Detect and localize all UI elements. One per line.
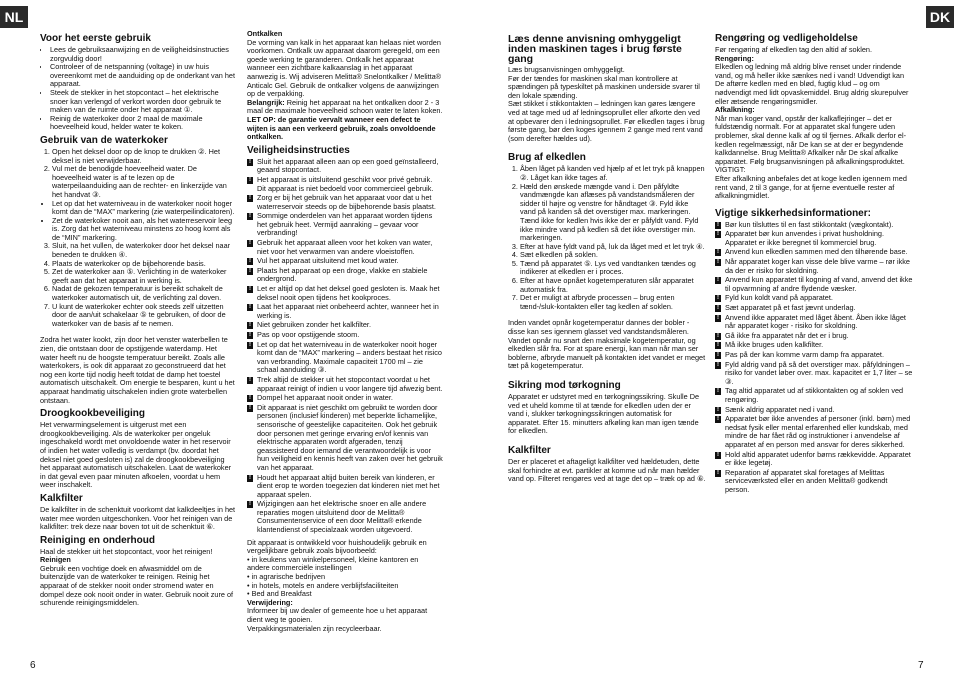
usage-places-list bbox=[247, 556, 443, 599]
warning-item bbox=[247, 212, 443, 238]
list-item: 4. Sæt elkedlen på soklen. bbox=[520, 251, 706, 260]
warning-icon: ! bbox=[249, 341, 251, 348]
warning-icon: ! bbox=[717, 361, 719, 368]
warning-icon: ! bbox=[249, 404, 251, 411]
warning-icon: ! bbox=[249, 258, 251, 265]
section-heading: Læs denne anvisning omhyggeligt inden maskinen tages i brug første gang bbox=[508, 33, 682, 65]
warning-text: Houdt het apparaat altijd buiten bereik van kinderen, er dient erop te worden toegezien dat kinderen niet met het apparaat spelen. bbox=[257, 472, 440, 499]
warning-icon: ! bbox=[717, 451, 719, 458]
warning-text: Dompel het apparaat nooit onder in water. bbox=[257, 393, 393, 403]
warning-icon: ! bbox=[249, 240, 251, 247]
warning-icon: ! bbox=[249, 267, 251, 274]
warning-item bbox=[715, 341, 913, 350]
warning-item bbox=[247, 394, 443, 403]
list-item: • Controleer of de netspanning (voltage) in uw huis overeenkomt met de aanduiding op de onderkant van het apparaat. bbox=[50, 63, 236, 89]
warning-text: Anvend kun elkedlen sammen med den tilhørende base. bbox=[725, 247, 908, 257]
list-item: • Steek de stekker in het stopcontact – het elektrische snoer kan verlengd of verkort worden door gebruik te maken van de ruimte onder het apparaat ①. bbox=[50, 89, 236, 115]
warning-icon: ! bbox=[249, 501, 251, 508]
warning-item bbox=[247, 303, 443, 320]
section-heading: Vigtige sikkerhedsinformationer: bbox=[715, 207, 871, 219]
warning-item bbox=[247, 341, 443, 375]
warning-item bbox=[247, 285, 443, 302]
sub-heading: Verwijdering: bbox=[247, 597, 293, 607]
usage-list bbox=[508, 165, 706, 311]
page-number-left: 6 bbox=[30, 660, 36, 671]
warning-item bbox=[715, 361, 913, 387]
warning-icon: ! bbox=[717, 231, 719, 238]
list-item: • Bed and Breakfast bbox=[247, 589, 312, 599]
warning-icon: ! bbox=[249, 376, 251, 383]
warning-item bbox=[715, 406, 913, 415]
warning-item bbox=[247, 239, 443, 256]
warning-text: Vul het apparaat uitsluitend met koud water. bbox=[257, 256, 399, 266]
list-item: 6. Nadat de gekozen temperatuur is bereikt schakelt de waterkoker automatisch uit, de verlichting zal doven. bbox=[52, 285, 236, 302]
warning-text: Bør kun tilsluttes til en fast stikkontakt (vægkontakt). bbox=[725, 219, 894, 229]
sub-heading: Afkalkning: bbox=[715, 105, 755, 115]
list-item: 6. Efter at have opnået kogetemperaturen slår apparatet automatisk fra. bbox=[520, 277, 706, 294]
warning-text: Apparatet bør ikke anvendes af personer (inkl. børn) med nedsat fysik eller mental erfarenhed eller kundskab, med mindre de har fået råd og instruktioner i anvendelse af apparatet af en person med ansvar for deres sikkerhed. bbox=[725, 414, 911, 449]
warning-text: Let op dat het waterniveau in de waterkoker nooit hoger komt dan de “MAX” markering – anders bestaat het risico van verbranding. Maximale capaciteit 1700 ml – zie schaal aanduiding ③. bbox=[257, 339, 442, 375]
warning-item bbox=[715, 469, 913, 495]
safety-list bbox=[715, 221, 913, 495]
warning-icon: ! bbox=[249, 195, 251, 202]
paragraph: Sæt stikket i stikkontakten – ledningen kan gøres længere ved at tage med ud af ledningsoprullet eller afkorte den ved at opbevarer den i ledningsoprullet. Før elkedlen tages i brug første gang, bør den koges igennem 2 gange med rent vand (som derefter hældes ud). bbox=[508, 99, 705, 143]
warning-text: Apparatet bør kun anvendes i privat husholdning. Apparatet er ikke beregnet til kommerciel brug. bbox=[725, 229, 885, 247]
warning-icon: ! bbox=[717, 352, 719, 358]
warning-item bbox=[715, 221, 913, 230]
list-item: • in keukens van winkelpersoneel, kleine kantoren en andere commerciële instellingen bbox=[247, 554, 419, 573]
column-dk-1 bbox=[508, 30, 706, 630]
column-dk-2 bbox=[715, 30, 913, 650]
section-heading: Voor het eerste gebruik bbox=[40, 33, 151, 44]
language-tab-nl: NL bbox=[0, 6, 28, 28]
warning-text: Fyld kun koldt vand på apparatet. bbox=[725, 293, 833, 303]
paragraph: De kalkfilter in de schenktuit voorkomt dat kalkdeeltjes in het water mee worden uitgeschonken. Voor het reinigen van de kalkfilter: trek deze naar boven tot uit de schenktuit ⑥. bbox=[40, 504, 236, 532]
sub-heading: Reinigen bbox=[40, 555, 71, 565]
list-item: • Lees de gebruiksaanwijzing en de veiligheidsinstructies zorgvuldig door! bbox=[50, 46, 236, 63]
warning-item bbox=[715, 258, 913, 275]
warning-text: Anvend ikke apparatet med låget åbent. Åben ikke låget når apparatet koger - risiko for skoldning. bbox=[725, 312, 906, 331]
warning-icon: ! bbox=[717, 221, 719, 228]
warning-text: Reparation af apparatet skal foretages af Melittas serviceværksted eller en anden Melitta® godkendt person. bbox=[725, 467, 888, 494]
page-number-right: 7 bbox=[918, 660, 924, 671]
section-heading: Reiniging en onderhoud bbox=[40, 534, 155, 546]
warning-item bbox=[715, 415, 913, 449]
warning-text: Trek altijd de stekker uit het stopcontact voordat u het apparaat reinigt of indien u voor langere tijd afwezig bent. bbox=[257, 374, 443, 393]
list-item: 5. Zet de waterkoker aan ⑤. Verlichting in de waterkoker geeft aan dat het apparaat in werking is. bbox=[52, 268, 236, 285]
warning-item bbox=[247, 376, 443, 393]
warning-item bbox=[715, 332, 913, 341]
paragraph: Læs brugsanvisningen omhyggeligt. bbox=[508, 65, 625, 74]
warning-icon: ! bbox=[717, 277, 719, 284]
list-item: • in agrarische bedrijven bbox=[247, 572, 326, 582]
warning-item bbox=[247, 194, 443, 211]
warning-item bbox=[247, 404, 443, 473]
list-item: 3. Efter at have fyldt vand på, luk da låget med et let tryk ④. bbox=[520, 243, 706, 252]
warning-icon: ! bbox=[717, 295, 719, 302]
warning-text: Sluit het apparaat alleen aan op een goed geïnstalleerd, geaard stopcontact. bbox=[257, 156, 439, 175]
paragraph: Reinig het apparaat na het ontkalken door 2 - 3 maal de maximale hoeveelheid schoon water te laten koken. bbox=[247, 97, 443, 116]
warning-text: Pas op voor opstijgende stoom. bbox=[257, 330, 360, 339]
section-heading: Droogkookbeveiliging bbox=[40, 408, 146, 420]
warning-icon: ! bbox=[249, 213, 251, 220]
warning-text: Wijzigingen aan het elektrische snoer en alle andere reparaties mogen uitsluitend door de Melitta® Consumentenservice of een door Melitta® erkende klantendienst of specialzaak worden uitgevoerd. bbox=[257, 499, 427, 535]
paragraph: Elkedlen og ledning må aldrig blive renset under rindende vand, og må heller ikke sænkes ned i vand! Udvendigt kan De aftørre kedlen med en blød, fugtig klud – og om nødvendigt med lidt opvaskemiddel. Brug aldrig skurepulver eller ætsende rengøringsmidler. bbox=[715, 62, 909, 106]
paragraph: Haal de stekker uit het stopcontact, voor het reinigen! bbox=[40, 546, 213, 556]
list-item: 3. Sluit, na het vullen, de waterkoker door het deksel naar beneden te drukken ④. bbox=[52, 242, 236, 259]
warning-text: Sænk aldrig apparatet ned i vand. bbox=[725, 404, 835, 414]
section-heading: Brug af elkedlen bbox=[508, 152, 586, 164]
warning-item bbox=[715, 230, 913, 247]
warning-icon: ! bbox=[717, 406, 719, 413]
column-nl-2 bbox=[247, 30, 443, 660]
list-item: • Let op dat het waterniveau in de waterkoker nooit hoger komt dan de “MAX” markering (zie waterpeilindicatoren). bbox=[52, 200, 236, 217]
warning-text: Tag altid apparatet ud af stikkontakten og af soklen ved rengøring. bbox=[725, 386, 904, 404]
warning-item bbox=[715, 248, 913, 257]
paragraph: VIGTIGT: bbox=[715, 165, 746, 175]
warning-icon: ! bbox=[249, 474, 251, 481]
warning-item bbox=[247, 158, 443, 175]
warning-item bbox=[247, 257, 443, 266]
warning-icon: ! bbox=[249, 286, 251, 293]
warning-item bbox=[715, 304, 913, 313]
warning-text: Hold altid apparatet udenfor børns rækkevidde. Apparatet er ikke legetøj. bbox=[725, 449, 911, 468]
paragraph: Verpakkingsmaterialen zijn recycleerbaar. bbox=[247, 623, 382, 633]
paragraph: Het verwarmingselement is uitgerust met een droogkookbeveiliging. Als de waterkoker per ongeluk ingeschakeld wordt met onvoldoende water in het reservoir of indien het water volledig is verdampt (bv. doordat het deksel niet goed gesloten is) zal de droogkookbeveiliging het apparaat automatisch uitschakelen. Laat de waterkoker in dat geval even paar minuten afkoelen, voordat u hem weer inschakelt. bbox=[40, 420, 232, 490]
paragraph: Informeer bij uw dealer of gemeente hoe u het apparaat dient weg te gooien. bbox=[247, 606, 428, 624]
paragraph: Før rengøring af elkedlen tag den altid af soklen. bbox=[715, 45, 872, 54]
list-item: • Zet de waterkoker nooit aan, als het waterreservoir leeg is. Zorg dat het waterniveau minstens zo hoog komt als de “MIN” markering. bbox=[52, 217, 236, 243]
warning-icon: ! bbox=[717, 314, 719, 321]
paragraph: Efter afkalkning anbefales det at koge kedlen igennem med rent vand, 2 til 3 gange, for at fjerne eventuelle rester af afkalkningmidlet. bbox=[715, 173, 907, 201]
paragraph: Når man koger vand, opstår der kalkaflejringer – det er fuldstændig normalt. For at apparatet skal fungere uden problemer, skal denne kalk af og til fjernes. Afkalk derfor el-kedlen regelmæssigt, når De kan se at der er begyndende kalkdannelse. Brug Melitta® Afkalker når De skal afkalke apparatet. Følg brugsanvisningen på afkalkningsproduktet. bbox=[715, 113, 907, 166]
warning-text: Laat het apparaat niet onbeheerd achter, wanneer het in werking is. bbox=[257, 302, 439, 320]
warning-icon: ! bbox=[717, 305, 719, 312]
list-item: • Reinig de waterkoker door 2 maal de maximale hoeveelheid koud, helder water te koken. bbox=[50, 115, 236, 132]
warning-icon: ! bbox=[717, 332, 719, 339]
warning-text: Let er altijd op dat het deksel goed gesloten is. Maak het deksel nooit open tijdens het kookproces. bbox=[257, 284, 440, 302]
list-item: 1. Åben låget på kanden ved hjælp af et let tryk på knappen ②. Låget kan ikke tages af. bbox=[520, 165, 706, 182]
warning-item bbox=[715, 451, 913, 468]
paragraph: Zodra het water kookt, zijn door het venster waterbellen te zien, die ontstaan door de opstijgende waterdamp. Het water heeft nu de hoogste temperatuur bereikt. Zoals alle waterkokers, is ook dit apparaat zo geconstrueerd dat het nog een korte tijd nodig heeft totdat de damp het toestel automatisch uitschakelt. Om energie te besparen, kunt u het apparaat handmatig uitschakelen indien grote waterbellen ontstaan. bbox=[40, 335, 235, 405]
warning-text: Anvend kun apparatet til kogning af vand, anvend det ikke til opvarmning af andre flydende væsker. bbox=[725, 275, 913, 293]
section-heading: Kalkfilter bbox=[40, 492, 83, 504]
warning-item bbox=[715, 387, 913, 404]
warning-text: Dit apparaat is niet geschikt om gebruikt te worden door personen (inclusief kinderen) met beperkte lichamelijke, sensorische of geestelijke capaciteiten. Ook het gebruik door personen met geringe ervaring en/of kennis van elektrische apparaten wordt afgeraden, tenzij geassisteerd door iemand die verantwoordelijk is voor hun veiligheid en kennis heeft van zaken over het gebruik van het apparaat. bbox=[257, 402, 443, 472]
warning-icon: ! bbox=[717, 259, 719, 266]
list-item: 2. Vul met de benodigde hoeveelheid water. De hoeveelheid water is af te lezen op de waterpeilaanduiding aan de rechter- en linkerzijde van het handvat ③. bbox=[52, 165, 236, 199]
paragraph: Der er placeret et aftageligt kalkfilter ved hældetuden, dette skal forhindre at evt. partikler at komme ud når man hælder vand op. Filteret rengøres ved at tage det op – træk op ad ⑥. bbox=[508, 456, 706, 484]
warning-item bbox=[715, 314, 913, 331]
warning-text: Sommige onderdelen van het apparaat worden tijdens het gebruik heet. Vermijd aanraking – gevaar voor verbranding! bbox=[257, 211, 433, 238]
warning-icon: ! bbox=[249, 158, 251, 165]
warning-item bbox=[247, 176, 443, 193]
sub-heading: Rengøring: bbox=[715, 53, 754, 63]
section-heading: Rengøring og vedligeholdelse bbox=[715, 33, 858, 44]
paragraph: Apparatet er udstyret med en tørkogningssikring. Skulle De ved et uheld komme til at tænde for elkedlen uden der er vand i, slukker tørkogningssikringen automatisk for apparatet. Efter 15. minutters afkøling kan man igen tænde for elkedlen. bbox=[508, 392, 700, 436]
list-item: • in hotels, motels en andere verblijfsfaciliteiten bbox=[247, 580, 399, 590]
warning-text: Niet gebruiken zonder het kalkfilter. bbox=[257, 320, 371, 330]
first-use-list bbox=[40, 46, 236, 132]
list-item: 7. U kunt de waterkoker echter ook steeds zelf uitzetten door de aan/uit schakelaar ⑤ te gebruiken, of door de waterkoker van de basis af te nemen. bbox=[52, 303, 236, 329]
warning-icon: ! bbox=[717, 416, 719, 423]
warning-icon: ! bbox=[249, 322, 251, 329]
section-heading: Kalkfilter bbox=[508, 444, 551, 456]
warning-item bbox=[247, 500, 443, 534]
warning-icon: ! bbox=[249, 176, 251, 183]
list-item: 1. Open het deksel door op de knop te drukken ②. Het deksel is niet verwijderbaar. bbox=[52, 148, 236, 165]
warning-text: Pas på der kan komme varm damp fra apparatet. bbox=[725, 350, 884, 359]
warning-icon: ! bbox=[717, 342, 719, 349]
warning-item bbox=[715, 294, 913, 303]
warning-text: Gå ikke fra apparatet når det er i brug. bbox=[725, 330, 849, 340]
warning-icon: ! bbox=[717, 388, 719, 395]
paragraph: De vorming van kalk in het apparaat kan helaas niet worden voorkomen. Ontkalk uw apparaat daarom geregeld, om een goede werking te garanderen. Ontkalk het apparaat wanneer een zichtbare kalkaanslag in het apparaat aanwezig is. Wij adviseren Melitta® Snelontkalker / Melitta® Anticalc Gel. Gebruik de ontkalker volgens de aanwijzingen op de verpakking. bbox=[247, 37, 442, 99]
warning-text: Zorg er bij het gebruik van het apparaat voor dat u het waterreservoir steeds op de bijbehorende basis plaatst. bbox=[257, 193, 436, 211]
paragraph: Inden vandet opnår kogetemperatur dannes der bobler - disse kan ses igennem glasset ved vandstandsmåleren. Vandet opnår nu snart den maksimale kogetemperatur, og elkedlen slår fra. For at spare energi, kan man når man ser boblerne, afbryde manuelt på kontakten idet vandet er meget tæt på kogetemperatur. bbox=[508, 318, 706, 371]
warning-text: Når apparatet koger kan visse dele blive varme – rør ikke da der er risiko for skoldning. bbox=[725, 257, 910, 275]
list-item: 4. Plaats de waterkoker op de bijbehorende basis. bbox=[52, 260, 236, 269]
list-item: 7. Det er muligt at afbryde processen – brug enten tænd-/sluk-kontakten eller tag kedlen af soklen. bbox=[520, 294, 706, 311]
warning-text: Sæt apparatet på et fast jævnt underlag. bbox=[725, 303, 856, 313]
list-item: 5. Tænd på apparatet ⑤. Lys ved vandtanken tændes og indikerer at elkedlen er i proces. bbox=[520, 260, 706, 277]
warning-icon: ! bbox=[717, 469, 719, 476]
section-heading: Veiligheidsinstructies bbox=[247, 144, 350, 156]
language-tab-dk: DK bbox=[926, 6, 954, 28]
warning-item bbox=[247, 267, 443, 284]
column-nl-1 bbox=[40, 30, 236, 650]
warning-icon: ! bbox=[717, 249, 719, 256]
warning-item bbox=[715, 276, 913, 293]
safety-list bbox=[247, 158, 443, 535]
warning-icon: ! bbox=[249, 395, 251, 402]
paragraph: Dit apparaat is ontwikkeld voor huishoudelijk gebruik en vergelijkbare gebruik zoals bijvoorbeeld: bbox=[247, 537, 427, 556]
paragraph: Gebruik een vochtige doek en afwasmiddel om de buitenzijde van de waterkoker te reinigen. Reinig het apparaat of de stekker nooit onder stromend water en dompel deze ook nooit onder in water. Gebruik nooit zure of schurende reinigingsmiddelen. bbox=[40, 563, 234, 608]
warning-text: Må ikke bruges uden kalkfilter. bbox=[725, 340, 824, 350]
label: Belangrijk: bbox=[247, 97, 285, 107]
warning-text: Fyld aldrig vand på så det overstiger max. påfyldningen – risiko for vandet løber over. max. kapacitet er 1,7 liter – se ③. bbox=[725, 359, 913, 386]
warning-text: Plaats het apparaat op een droge, vlakke en stabiele ondergrond. bbox=[257, 265, 428, 284]
sub-heading: Ontkalken bbox=[247, 30, 283, 38]
list-item: 2. Hæld den ønskede mængde vand i. Den påfyldte vandmængde kan aflæses på vandstandsmåleren der sidder til højre og venstre for håndtaget ③. Fyld ikke vand på kanden så det overstiger max. markeringen. Tænd ikke for kedlen hvis ikke der er påfyldt vand. Fyld ikke mindre vand på kedlen så det ikke overstiger min. markeringen. bbox=[520, 183, 706, 243]
warning-item bbox=[247, 321, 443, 330]
warning-text: Het apparaat is uitsluitend geschikt voor privé gebruik. Dit apparaat is niet bedoeld voor commercieel gebruik. bbox=[257, 174, 434, 193]
section-heading: Gebruik van de waterkoker bbox=[40, 134, 168, 146]
warning-item bbox=[715, 351, 913, 360]
warning-text: Gebruik het apparaat alleen voor het koken van water, niet voor het verwarmen van andere vloeistoffen. bbox=[257, 238, 433, 256]
section-heading: Sikring mod tørkogning bbox=[508, 380, 621, 391]
paragraph: Før der tændes for maskinen skal man kontrollere at spændingen på typeskiltet på maskinen underside svarer til den lokale spænding. bbox=[508, 73, 700, 100]
warning-item bbox=[247, 474, 443, 500]
warning-icon: ! bbox=[249, 304, 251, 311]
warning-paragraph: LET OP: de garantie vervalt wanneer een defect te wijten is aan een verkeerd gebruik, zoals onvoldoende ontkalken. bbox=[247, 114, 436, 142]
warning-item bbox=[247, 331, 443, 340]
warning-icon: ! bbox=[249, 332, 251, 338]
usage-list bbox=[40, 148, 236, 328]
